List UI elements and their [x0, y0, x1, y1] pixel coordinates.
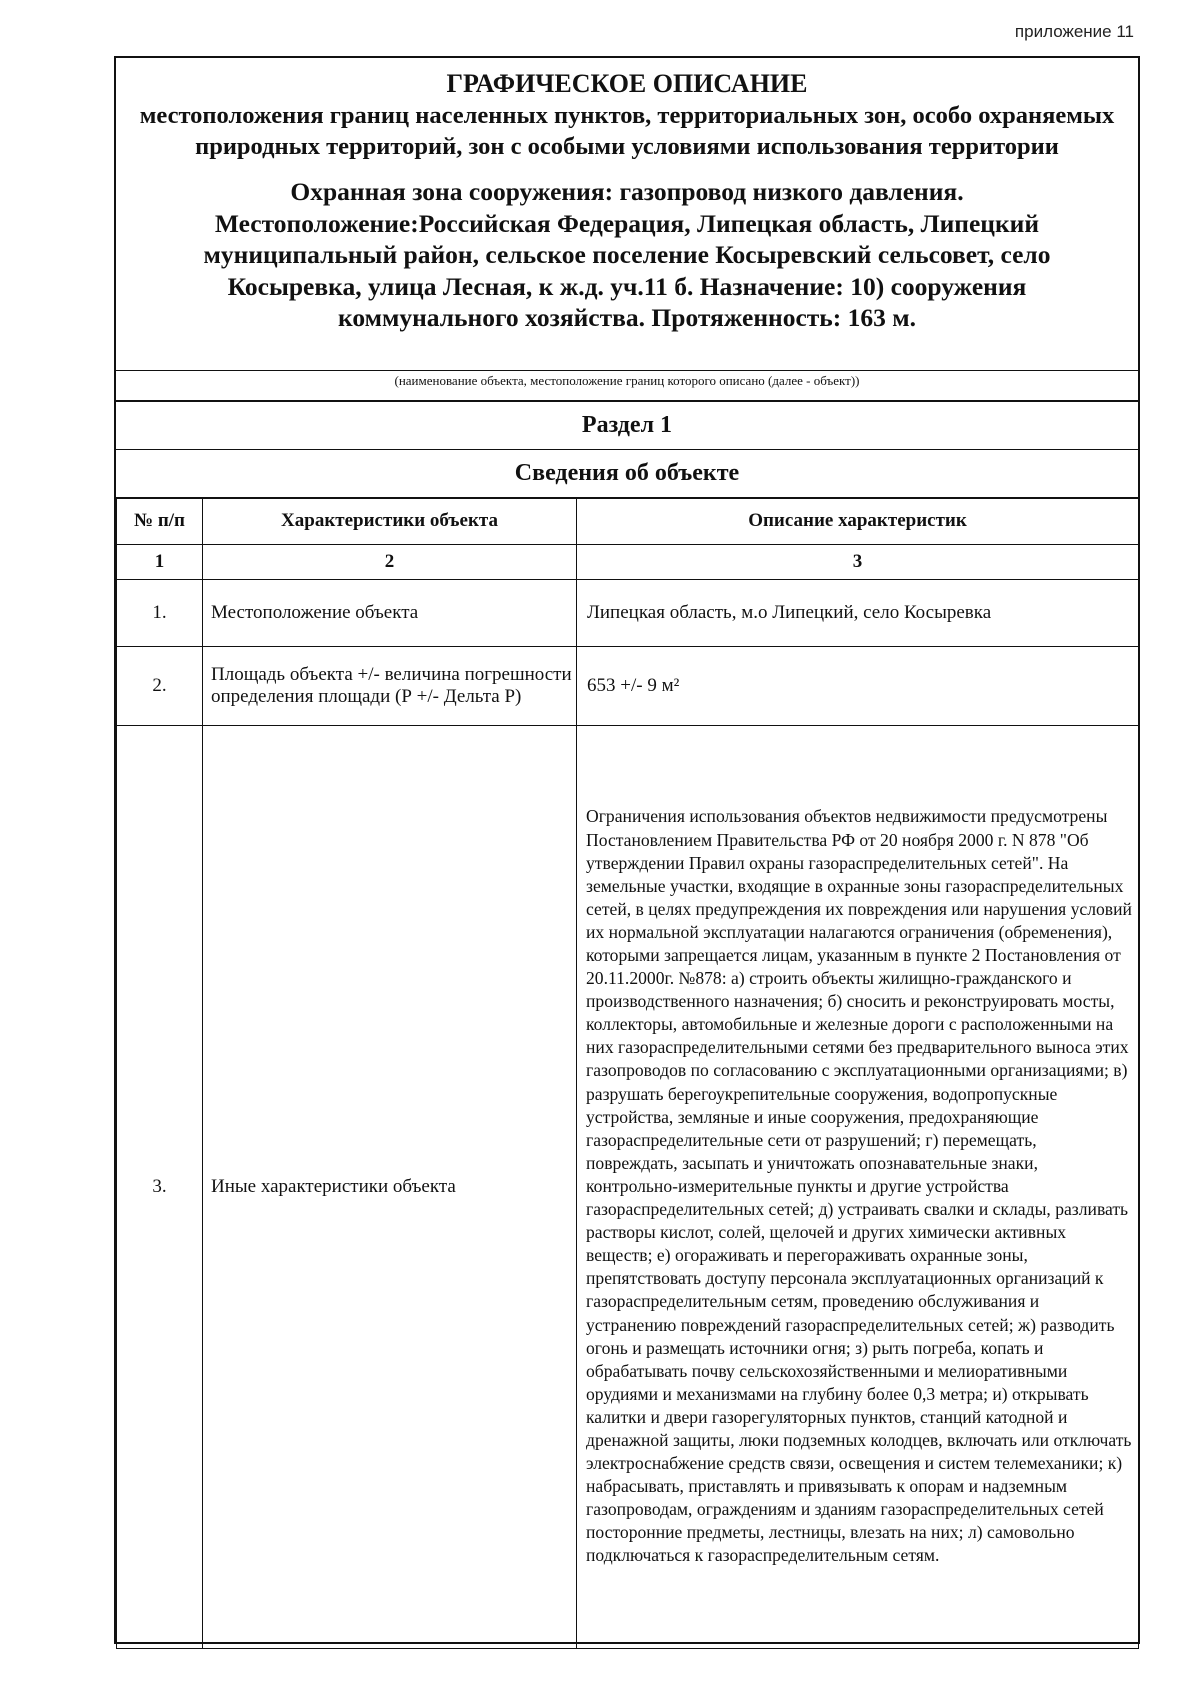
document-title: ГРАФИЧЕСКОЕ ОПИСАНИЕ	[446, 69, 808, 98]
row-number: 3.	[117, 725, 203, 1648]
column-number-2: 2	[203, 544, 577, 579]
table-row	[117, 579, 1139, 646]
header-cell-characteristic: Характеристики объекта	[203, 498, 577, 544]
column-number-1: 1	[117, 544, 203, 579]
appendix-label: приложение 11	[1014, 22, 1134, 41]
column-number-3: 3	[577, 544, 1139, 579]
object-description: Охранная зона сооружения: газопровод низкого давления. Местоположение:Российская Федерация, Липецкая область, Липецкий муниципальный район, сельское поселение Косыревский сельсовет, село Косыревка, улица Лесная, к ж.д. уч.11 б. Назначение: 10) сооружения коммунального хозяйства. Протяженность: 163 м.	[203, 177, 1051, 332]
column-number-row	[117, 544, 1139, 579]
object-caption: (наименование объекта, местоположение границ которого описано (далее - объект))	[394, 373, 860, 388]
row-characteristic: Площадь объекта +/- величина погрешности определения площади (Р +/- Дельта Р)	[203, 646, 577, 725]
row-number: 1.	[117, 579, 203, 646]
document-header	[116, 58, 1138, 370]
header-cell-description: Описание характеристик	[577, 498, 1139, 544]
row-description: Ограничения использования объектов недвижимости предусмотрены Постановлением Правительства РФ от 20 ноября 2000 г. N 878 "Об утверждении Правил охраны газораспределительных сетей". На земельные участки, входящие в охранные зоны газораспределительных сетей, в целях предупреждения их повреждения или нарушения условий их нормальной эксплуатации налагаются ограничения (обременения), которыми запрещается лицам, указанным в пункте 2 Постановления от 20.11.2000г. №878: а) строить объекты жилищно-гражданского и производственного назначения; б) сносить и реконструировать мосты, коллекторы, автомобильные и железные дороги с расположенными на них газораспределительными сетями без предварительного выноса этих газопроводов по согласованию с эксплуатационными организациями; в) разрушать берегоукрепительные сооружения, водопропускные устройства, земляные и иные сооружения, предохраняющие газораспределительные сети от разрушений; г) перемещать, повреждать, засыпать и уничтожать опознавательные знаки, контрольно-измерительные пункты и другие устройства газораспределительных сетей; д) устраивать свалки и склады, разливать растворы кислот, солей, щелочей и других химически активных веществ; е) огораживать и перегораживать охранные зоны, препятствовать доступу персонала эксплуатационных организаций к газораспределительным сетям, проведению обслуживания и устранению повреждений газораспределительных сетей; ж) разводить огонь и размещать источники огня; з) рыть погреба, копать и обрабатывать почву сельскохозяйственными и мелиоративными орудиями и механизмами на глубину более 0,3 метра; и) открывать калитки и двери газорегуляторных пунктов, станций катодной и дренажной защиты, люки подземных колодцев, включать или отключать электроснабжение средств связи, освещения и систем телемеханики; к) набрасывать, приставлять и привязывать к опорам и надземным газопроводам, ограждениям и зданиям газораспределительных сетей посторонние предметы, лестницы, влезать на них; л) самовольно подключаться к газораспределительным сетям.	[577, 725, 1139, 1648]
section-subtitle: Сведения об объекте	[514, 460, 740, 486]
object-info-table	[116, 497, 1139, 1649]
row-number: 2.	[117, 646, 203, 725]
document-subtitle: местоположения границ населенных пунктов, территориальных зон, особо охраняемых природных территорий, зон с особыми условиями использования территории	[139, 102, 1115, 160]
row-characteristic: Местоположение объекта	[203, 579, 577, 646]
row-description: 653 +/- 9 м²	[577, 646, 1139, 725]
row-description: Липецкая область, м.о Липецкий, село Косыревка	[577, 579, 1139, 646]
section-title: Раздел 1	[581, 412, 673, 438]
header-cell-number: № п/п	[117, 498, 203, 544]
table-row	[117, 725, 1139, 1648]
caption-line	[116, 370, 1138, 371]
table-header-row	[117, 498, 1139, 544]
row-characteristic: Иные характеристики объекта	[203, 725, 577, 1648]
document-frame	[114, 56, 1140, 1644]
table-row	[117, 646, 1139, 725]
